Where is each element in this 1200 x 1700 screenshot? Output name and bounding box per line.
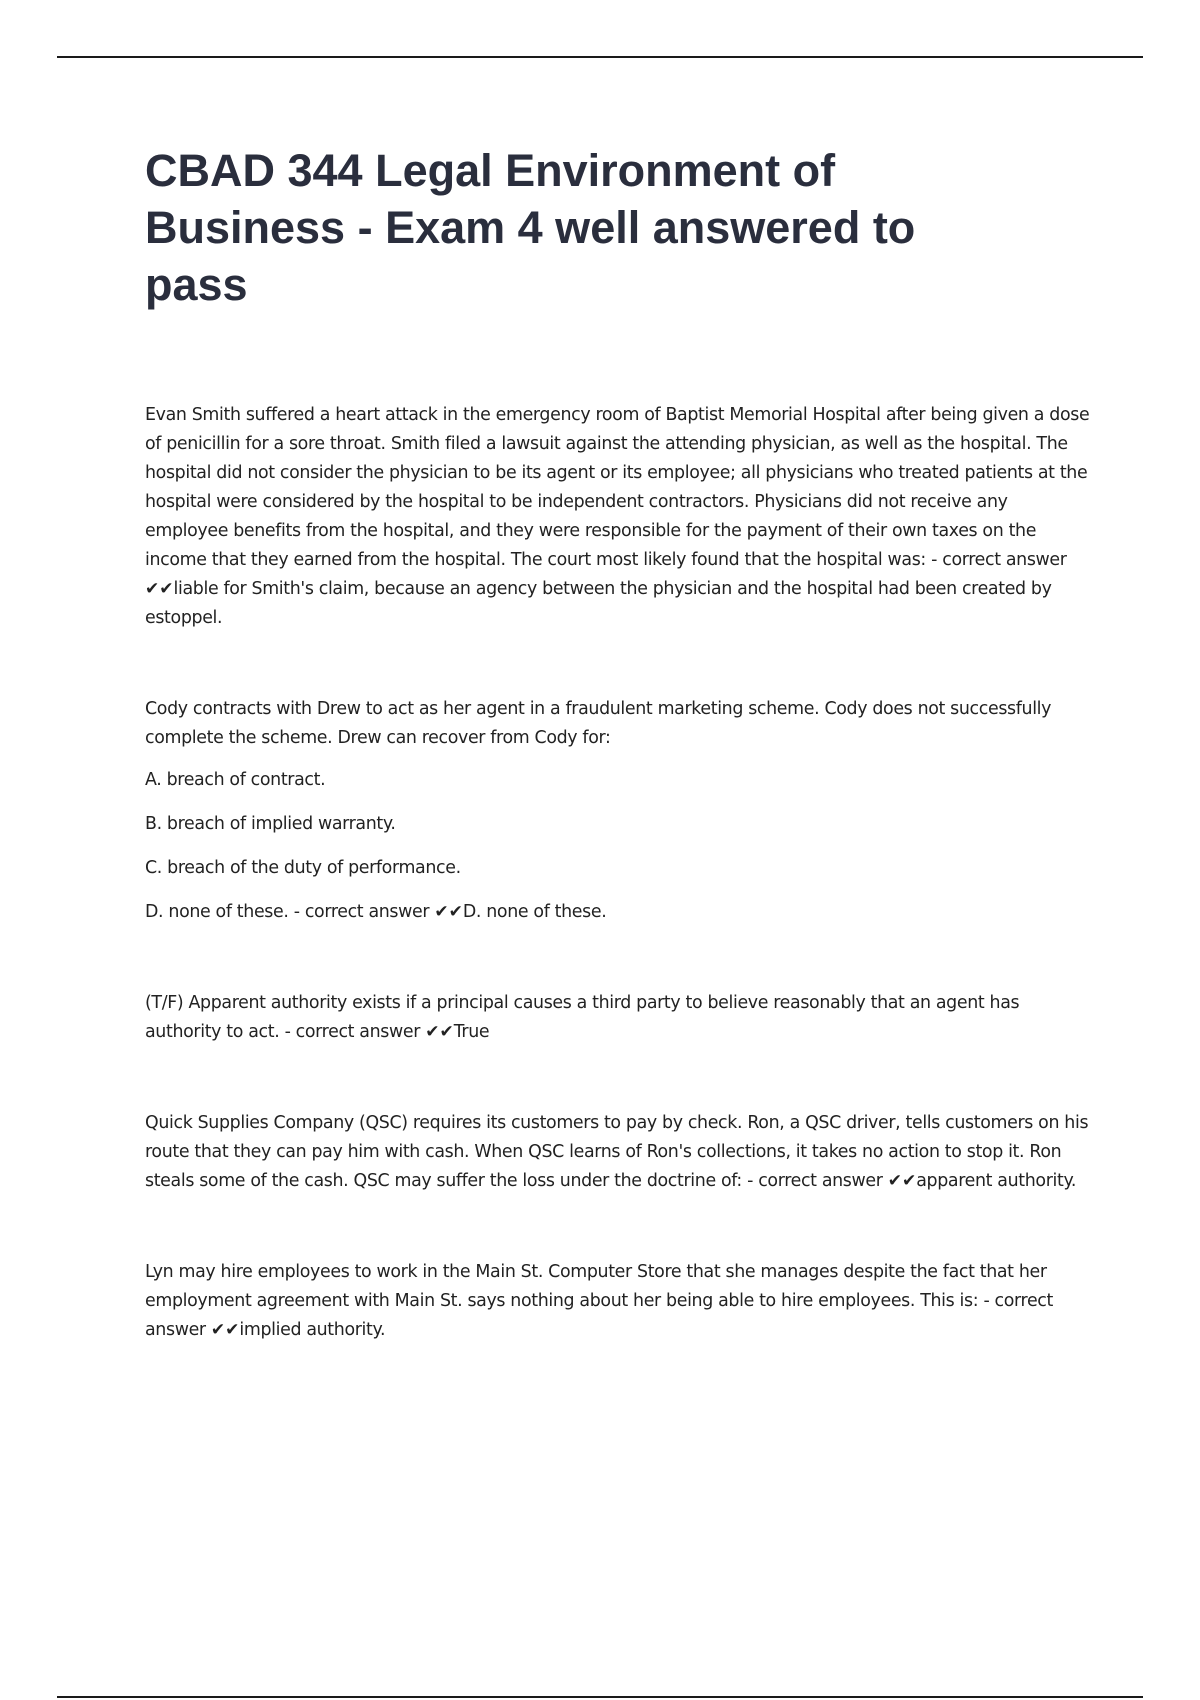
question-5 (145, 1258, 1090, 1345)
question-1 (145, 401, 1090, 633)
question-text: Cody contracts with Drew to act as her agent in a fraudulent marketing scheme. Cody does not successfully complete the scheme. Drew can recover from Cody for: (145, 699, 1052, 748)
question-3 (145, 989, 1090, 1047)
answer-prefix: - correct answer (145, 1291, 1053, 1340)
question-text: Lyn may hire employees to work in the Main St. Computer Store that she manages despite the fact that her employment agreement with Main St. says nothing about her being able to hire employees. This is: (145, 1262, 1047, 1311)
question-text: Evan Smith suffered a heart attack in the emergency room of Baptist Memorial Hospital after being given a dose of penicillin for a sore throat. Smith filed a lawsuit against the attending physician, as well as the hospital. The hospital did not consider the physician to be its agent or its employee; all physicians who treated patients at the hospital were considered by the hospital to be independent contractors. Physicians did not receive any employee benefits from the hospital, and they were responsible for the payment of their own taxes on the income that they earned from the hospital. The court most likely found that the hospital was: (145, 405, 1090, 570)
question-text: Quick Supplies Company (QSC) requires its customers to pay by check. Ron, a QSC driver, tells customers on his route that they can pay him with cash. When QSC learns of Ron's collections, it takes no action to stop it. Ron steals some of the cash. QSC may suffer the loss under the doctrine of: (145, 1113, 1089, 1191)
option-d (145, 898, 1090, 927)
answer-text: apparent authority. (916, 1171, 1077, 1191)
option-d-text: D. none of these. (145, 902, 289, 922)
option-a: A. breach of contract. (145, 770, 326, 790)
answer-text: True (453, 1022, 490, 1042)
check-icon: ✔✔ (887, 1171, 917, 1191)
check-icon: ✔✔ (210, 1320, 240, 1340)
bottom-rule (57, 1696, 1143, 1698)
question-text: (T/F) Apparent authority exists if a principal causes a third party to believe reasonably that an agent has authority to act. (145, 993, 1020, 1042)
check-icon: ✔✔ (145, 579, 174, 599)
answer-text: liable for Smith's claim, because an agency between the physician and the hospital had been created by estoppel. (145, 579, 1052, 628)
question-4 (145, 1109, 1090, 1196)
answer-prefix: - correct answer (293, 902, 435, 922)
answer-prefix: - correct answer (931, 550, 1067, 570)
top-rule (57, 56, 1143, 58)
answer-text: D. none of these. (462, 902, 607, 922)
answer-text: implied authority. (239, 1320, 386, 1340)
check-icon: ✔✔ (434, 902, 463, 922)
answer-prefix: - correct answer (747, 1171, 888, 1191)
answer-prefix: - correct answer (284, 1022, 426, 1042)
question-2 (145, 695, 1090, 753)
option-c: C. breach of the duty of performance. (145, 858, 461, 878)
question-list (145, 401, 1090, 1345)
page-title: CBAD 344 Legal Environment of Business - Exam 4 well answered to pass (145, 145, 916, 310)
option-b: B. breach of implied warranty. (145, 814, 396, 834)
check-icon: ✔✔ (425, 1022, 454, 1042)
